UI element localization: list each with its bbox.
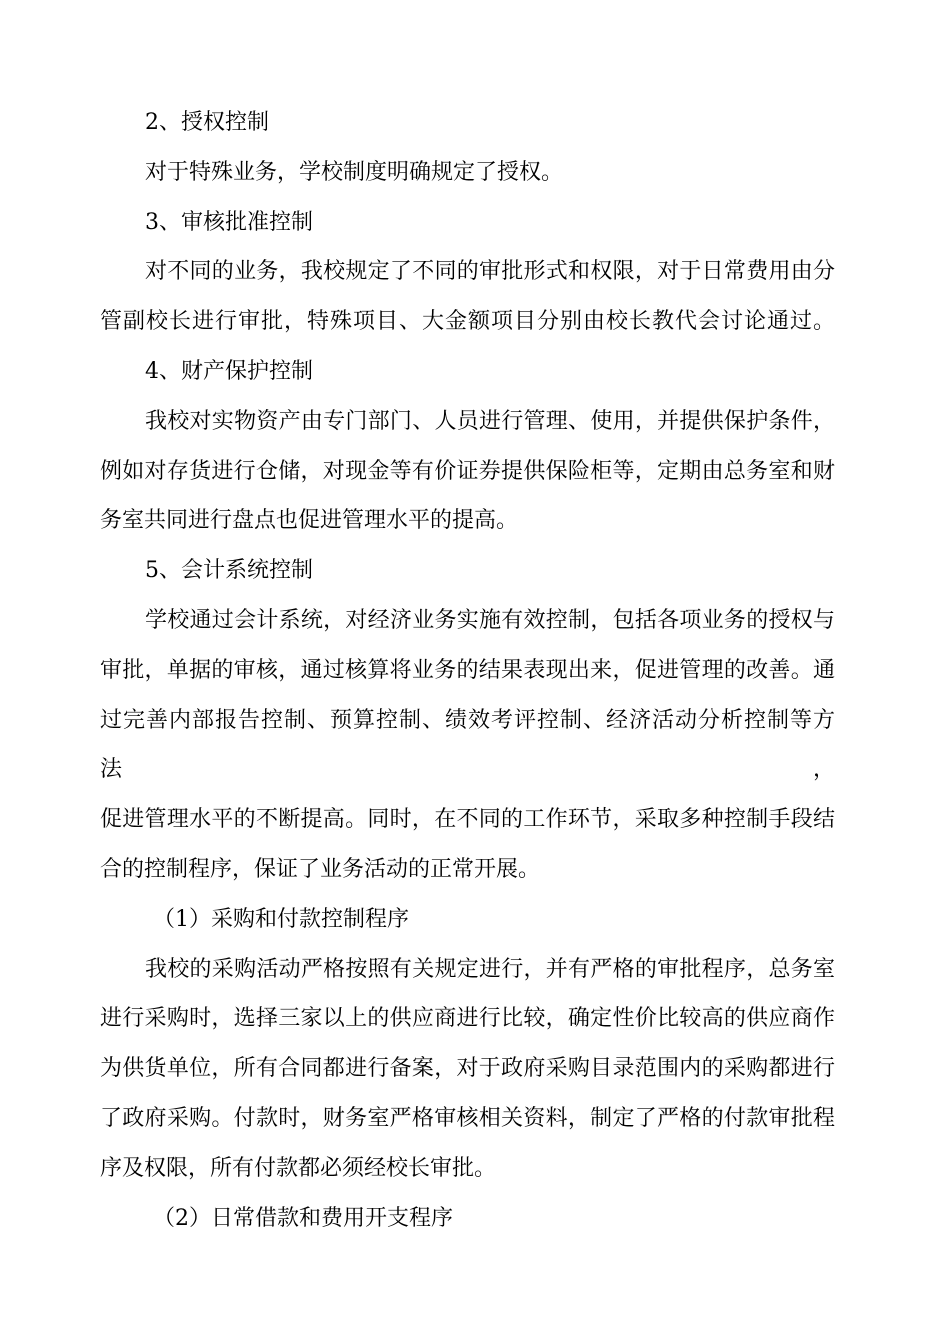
paragraph-line: 合的控制程序，保证了业务活动的正常开展。 xyxy=(100,856,541,882)
subsection-heading-expenses: （2）日常借款和费用开支程序 xyxy=(153,1205,453,1231)
section-heading-property-protection: 4、财产保护控制 xyxy=(145,358,313,384)
paragraph-line: 促进管理水平的不断提高。同时，在不同的工作环节，采取多种控制手段结 xyxy=(100,807,835,833)
paragraph-line: 对不同的业务，我校规定了不同的审批形式和权限，对于日常费用由分 xyxy=(145,259,835,285)
paragraph-line: 了政府采购。付款时，财务室严格审核相关资料，制定了严格的付款审批程 xyxy=(100,1105,835,1131)
paragraph-line: 过完善内部报告控制、预算控制、绩效考评控制、经济活动分析控制等方法， xyxy=(100,707,835,783)
document-body xyxy=(100,98,835,1243)
paragraph-line: 例如对存货进行仓储，对现金等有价证券提供保险柜等，定期由总务室和财 xyxy=(100,458,835,484)
paragraph-line: 管副校长进行审批，特殊项目、大金额项目分别由校长教代会讨论通过。 xyxy=(100,309,835,335)
paragraph-line: 序及权限，所有付款都必须经校长审批。 xyxy=(100,1155,497,1181)
section-heading-accounting-system: 5、会计系统控制 xyxy=(145,558,313,584)
paragraph-line: 进行采购时，选择三家以上的供应商进行比较，确定性价比较高的供应商作 xyxy=(100,1006,835,1032)
subsection-heading-procurement: （1）采购和付款控制程序 xyxy=(153,906,409,932)
paragraph-line: 对于特殊业务，学校制度明确规定了授权。 xyxy=(145,159,564,185)
paragraph-line: 审批，单据的审核，通过核算将业务的结果表现出来，促进管理的改善。通 xyxy=(100,657,835,683)
paragraph-line: 我校对实物资产由专门部门、人员进行管理、使用，并提供保护条件， xyxy=(145,408,835,434)
paragraph-line: 我校的采购活动严格按照有关规定进行，并有严格的审批程序，总务室 xyxy=(145,956,835,982)
section-heading-approval: 3、审核批准控制 xyxy=(145,209,313,235)
paragraph-line: 为供货单位，所有合同都进行备案，对于政府采购目录范围内的采购都进行 xyxy=(100,1056,835,1082)
paragraph-line: 务室共同进行盘点也促进管理水平的提高。 xyxy=(100,508,519,534)
section-heading-authorization: 2、授权控制 xyxy=(145,110,269,135)
paragraph-line: 学校通过会计系统，对经济业务实施有效控制，包括各项业务的授权与 xyxy=(145,607,835,633)
